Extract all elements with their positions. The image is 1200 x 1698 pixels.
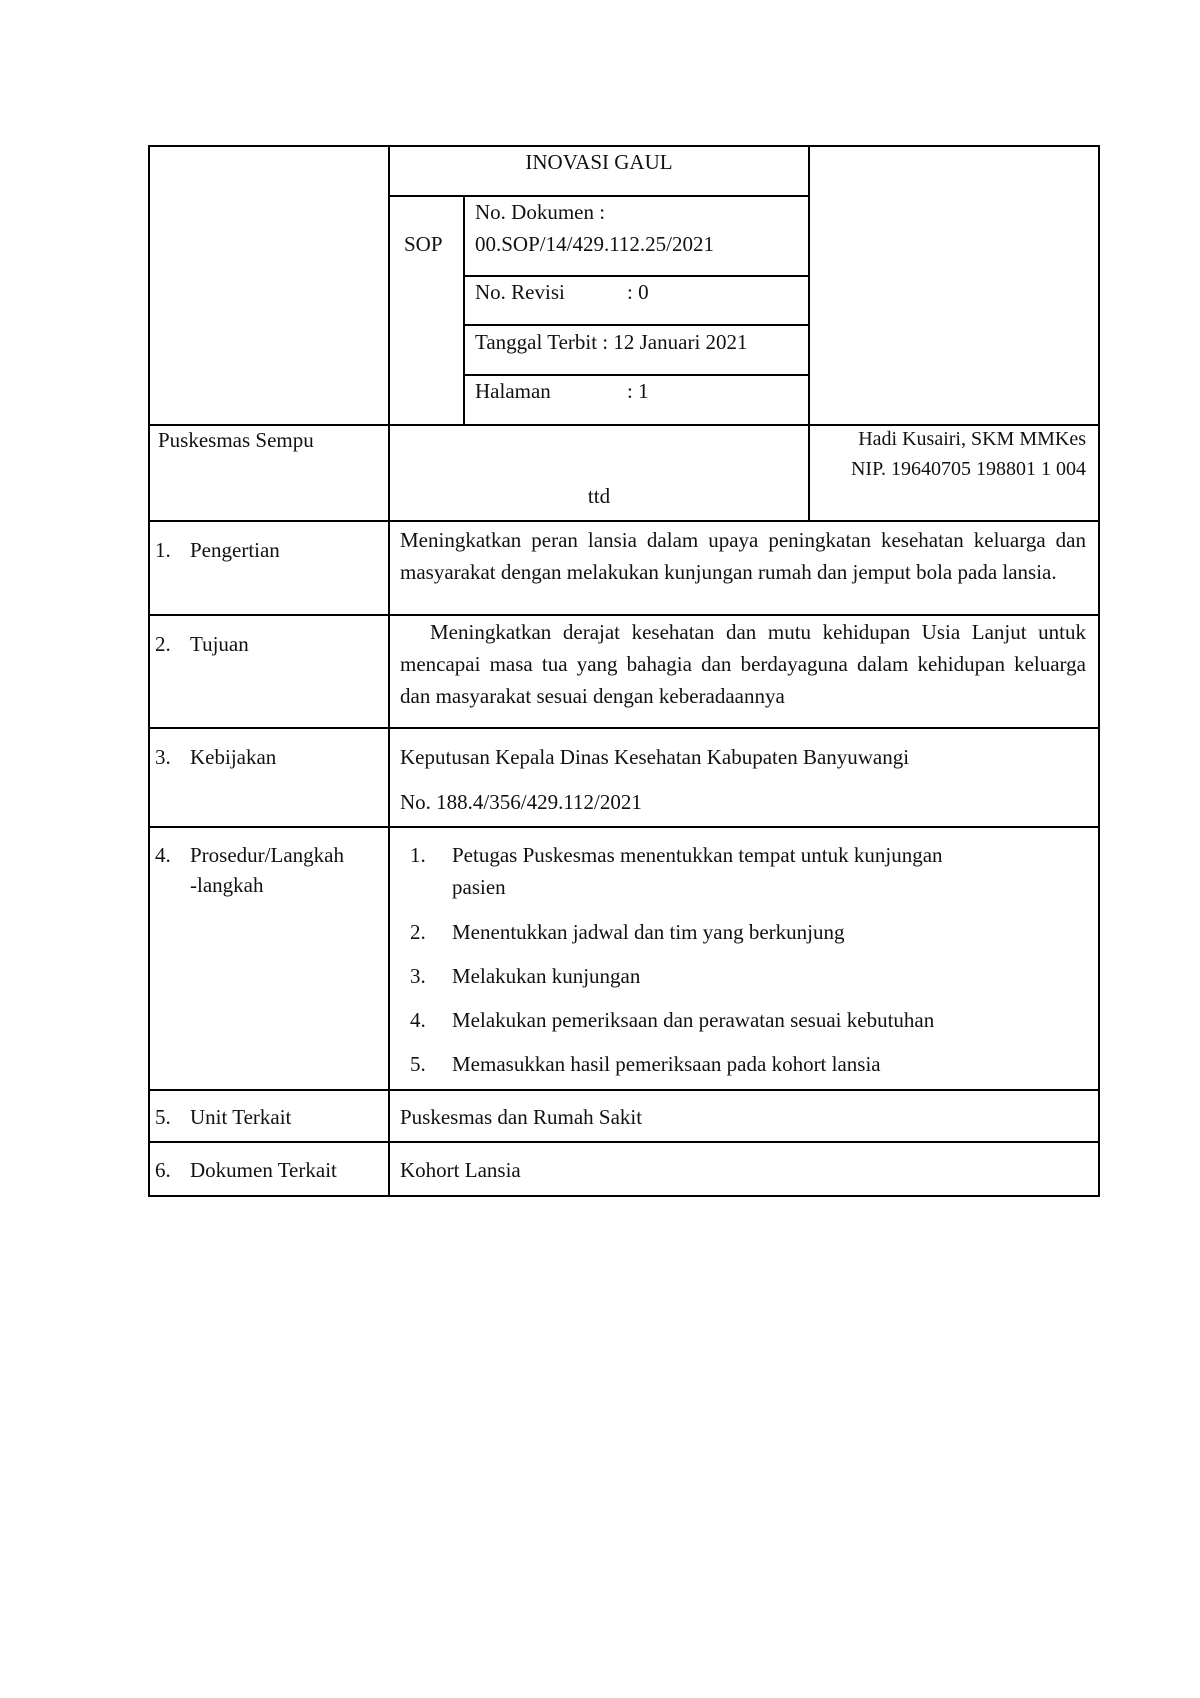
section-3-line1: Keputusan Kepala Dinas Kesehatan Kabupaten Banyuwangi bbox=[400, 745, 910, 769]
border-sec4 bbox=[148, 1089, 1100, 1091]
border-col-label bbox=[388, 145, 390, 1195]
section-1-number: 1. bbox=[155, 538, 171, 562]
section-4-label-line2: -langkah bbox=[190, 873, 264, 897]
border-sop bbox=[463, 195, 465, 425]
section-6-label: Dokumen Terkait bbox=[190, 1158, 337, 1182]
halaman-value: : 1 bbox=[627, 379, 649, 403]
tanggal-terbit: Tanggal Terbit : 12 Januari 2021 bbox=[475, 330, 748, 354]
border-top bbox=[148, 145, 1100, 147]
halaman-label: Halaman bbox=[475, 379, 551, 403]
step-5-number: 5. bbox=[410, 1052, 426, 1076]
step-3-text: Melakukan kunjungan bbox=[452, 964, 641, 988]
step-4-text: Melakukan pemeriksaan dan perawatan sesuai kebutuhan bbox=[452, 1008, 935, 1032]
section-4-number: 4. bbox=[155, 843, 171, 867]
step-1-line1: Petugas Puskesmas menentukkan tempat untuk kunjungan bbox=[452, 843, 943, 867]
no-dokumen-label: No. Dokumen : bbox=[475, 200, 606, 224]
no-dokumen-value: 00.SOP/14/429.112.25/2021 bbox=[475, 232, 714, 256]
step-2-number: 2. bbox=[410, 920, 426, 944]
step-1-number: 1. bbox=[410, 843, 426, 867]
ttd-label: ttd bbox=[587, 484, 611, 508]
border-sec3 bbox=[148, 826, 1100, 828]
border-sec5 bbox=[148, 1141, 1100, 1143]
step-5-text: Memasukkan hasil pemeriksaan pada kohort lansia bbox=[452, 1052, 881, 1076]
section-3-line2: No. 188.4/356/429.112/2021 bbox=[400, 790, 642, 814]
border-left bbox=[148, 145, 150, 1197]
section-3-number: 3. bbox=[155, 745, 171, 769]
section-3-label: Kebijakan bbox=[190, 745, 277, 769]
no-revisi-value: : 0 bbox=[627, 280, 649, 304]
no-revisi-label: No. Revisi bbox=[475, 280, 565, 304]
section-2-label: Tujuan bbox=[190, 632, 249, 656]
section-1-label: Pengertian bbox=[190, 538, 280, 562]
institution-name: Puskesmas Sempu bbox=[158, 428, 314, 452]
step-4-number: 4. bbox=[410, 1008, 426, 1032]
signer-name: Hadi Kusairi, SKM MMKes bbox=[858, 428, 1086, 450]
step-2-text: Menentukkan jadwal dan tim yang berkunjung bbox=[452, 920, 845, 944]
step-3-number: 3. bbox=[410, 964, 426, 988]
section-6-number: 6. bbox=[155, 1158, 171, 1182]
step-1-line2: pasien bbox=[452, 875, 506, 899]
section-4-label-line1: Prosedur/Langkah bbox=[190, 843, 344, 867]
signer-nip: NIP. 19640705 198801 1 004 bbox=[850, 458, 1086, 480]
border-revisi bbox=[463, 324, 810, 326]
section-5-number: 5. bbox=[155, 1105, 171, 1129]
border-nodok bbox=[463, 275, 810, 277]
border-sign-bottom bbox=[148, 520, 1100, 522]
border-title-bottom bbox=[388, 195, 810, 197]
section-5-label: Unit Terkait bbox=[190, 1105, 292, 1129]
border-right bbox=[1098, 145, 1100, 1197]
section-1-text: Meningkatkan peran lansia dalam upaya peningkatan kesehatan keluarga dan masyarakat dengan melakukan kunjungan rumah dan jemput bola pada lansia. bbox=[400, 528, 1086, 584]
border-tanggal bbox=[463, 374, 810, 376]
section-2-text: Meningkatkan derajat kesehatan dan mutu kehidupan Usia Lanjut untuk mencapai masa tua yang bahagia dan berdayaguna dalam kehidupan keluarga dan masyarakat sesuai dengan keberadaannya bbox=[400, 620, 1086, 708]
section-5-text: Puskesmas dan Rumah Sakit bbox=[400, 1105, 643, 1129]
section-2-number: 2. bbox=[155, 632, 171, 656]
document-title: INOVASI GAUL bbox=[525, 150, 673, 174]
border-bottom bbox=[148, 1195, 1100, 1197]
section-6-text: Kohort Lansia bbox=[400, 1158, 521, 1182]
border-sec2 bbox=[148, 727, 1100, 729]
sop-label: SOP bbox=[404, 232, 443, 256]
border-header-bottom bbox=[148, 424, 1100, 426]
